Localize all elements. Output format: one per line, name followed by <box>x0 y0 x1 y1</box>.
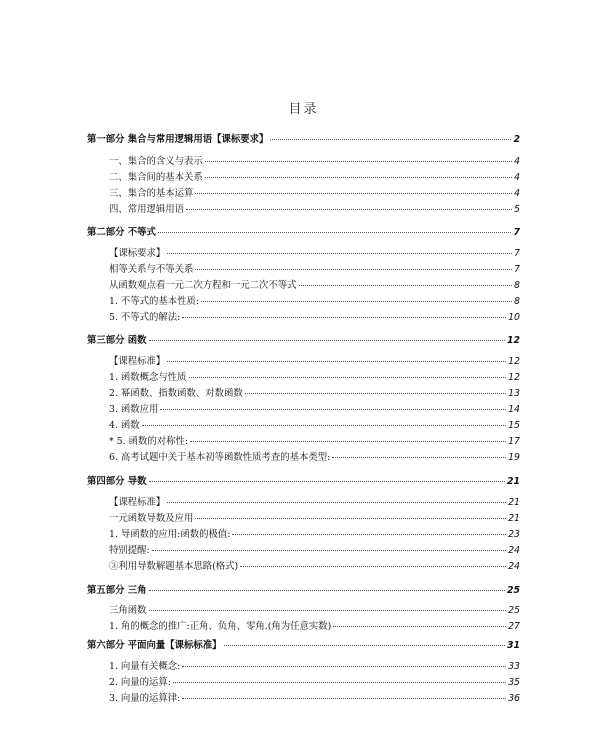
toc-entry-label: 第四部分 导数 <box>87 476 147 487</box>
toc-section-entry[interactable] <box>109 404 520 416</box>
toc-section-entry[interactable] <box>109 545 520 557</box>
toc-section-entry[interactable] <box>109 605 520 617</box>
toc-entry-label: 一、集合的含义与表示 <box>109 156 203 167</box>
toc-page-number: 31 <box>506 640 520 651</box>
toc-entry-label: 第五部分 三角 <box>87 585 147 596</box>
dot-leader <box>232 534 506 535</box>
toc-entry-label: 四、常用逻辑用语 <box>109 204 185 215</box>
toc-page-number: 7 <box>514 264 520 275</box>
dot-leader <box>195 193 512 194</box>
dot-leader <box>270 139 511 140</box>
toc-page-number: 21 <box>508 497 520 508</box>
dot-leader <box>158 232 512 233</box>
toc-page-number: 7 <box>514 248 520 259</box>
toc-section-entry[interactable] <box>109 280 520 292</box>
toc-section-entry[interactable] <box>109 529 520 541</box>
dot-leader <box>182 666 506 667</box>
toc-section-entry[interactable] <box>109 693 520 705</box>
toc-part-entry[interactable] <box>87 134 520 146</box>
toc-entry-label: 2. 向量的运算: <box>109 677 171 688</box>
dot-leader <box>205 177 512 178</box>
dot-leader <box>167 502 506 503</box>
toc-entry-label: 3. 向量的运算律: <box>109 693 181 704</box>
toc-entry-label: 2. 幂函数、指数函数、对数函数 <box>109 388 243 399</box>
toc-entry-label: 三、集合的基本运算 <box>109 188 194 199</box>
toc-entry-label: 5. 不等式的解法: <box>109 312 181 323</box>
dot-leader <box>333 626 506 627</box>
dot-leader <box>152 550 506 551</box>
toc-section-entry[interactable] <box>109 188 520 200</box>
dot-leader <box>160 409 506 410</box>
toc-page-number: 35 <box>508 677 520 688</box>
dot-leader <box>245 393 506 394</box>
toc-page-number: 12 <box>506 335 520 346</box>
toc-section-entry[interactable] <box>109 172 520 184</box>
dot-leader <box>182 698 506 699</box>
toc-entry-label: 一元函数导数及应用 <box>109 513 194 524</box>
toc-section-entry[interactable] <box>109 264 520 276</box>
dot-leader <box>195 269 512 270</box>
dot-leader <box>332 457 506 458</box>
dot-leader <box>149 590 505 591</box>
toc-entry-label: 特别提醒: <box>109 545 150 556</box>
toc-page-number: 24 <box>508 545 520 556</box>
toc-section-entry[interactable] <box>109 497 520 509</box>
dot-leader <box>189 377 507 378</box>
toc-page-number: 25 <box>508 605 520 616</box>
toc-section-entry[interactable] <box>109 661 520 673</box>
toc-section-entry[interactable] <box>109 513 520 525</box>
toc-page-number: 15 <box>508 420 520 431</box>
toc-entry-label: 1. 函数概念与性质 <box>109 372 187 383</box>
toc-entry-label: 从函数观点看一元二次方程和一元二次不等式 <box>109 280 297 291</box>
toc-page-number: 33 <box>508 661 520 672</box>
dot-leader <box>149 340 505 341</box>
toc-section-entry[interactable] <box>109 388 520 400</box>
toc-section-entry[interactable] <box>109 621 520 633</box>
toc-section-entry[interactable] <box>109 452 520 464</box>
toc-page-number: 4 <box>514 188 520 199</box>
toc-entry-label: 3. 函数应用 <box>109 404 159 415</box>
toc-entry-label: 相等关系与不等关系 <box>109 264 194 275</box>
toc-page-number: 4 <box>514 172 520 183</box>
toc-part-entry[interactable] <box>87 335 520 347</box>
toc-page-number: 27 <box>508 621 520 632</box>
toc-page-number: 25 <box>506 585 520 596</box>
toc-entry-label: 1. 不等式的基本性质: <box>109 296 200 307</box>
toc-section-entry[interactable] <box>109 156 520 168</box>
toc-section-entry[interactable] <box>109 372 520 384</box>
toc-page-number: 24 <box>508 561 520 572</box>
toc-entry-label: 三角函数 <box>109 605 147 616</box>
toc-entry-label: 1. 向量有关概念: <box>109 661 181 672</box>
dot-leader <box>201 301 512 302</box>
toc-page-number: 7 <box>513 227 520 238</box>
toc-page-number: 36 <box>508 693 520 704</box>
toc-page-number: 13 <box>508 388 520 399</box>
toc-page-number: 23 <box>508 529 520 540</box>
dot-leader <box>149 481 505 482</box>
toc-page-number: 5 <box>514 204 520 215</box>
dot-leader <box>240 566 506 567</box>
toc-page-number: 12 <box>508 372 520 383</box>
dot-leader <box>167 361 506 362</box>
toc-page-number: 12 <box>508 356 520 367</box>
toc-entry-label: 第六部分 平面向量【课标标准】 <box>87 640 222 651</box>
toc-entry-label: 1. 角的概念的推广:正角、负角、零角.(角为任意实数) <box>109 621 332 632</box>
toc-entry-label: 第三部分 函数 <box>87 335 147 346</box>
dot-leader <box>299 285 513 286</box>
toc-entry-label: 6. 高考试题中关于基本初等函数性质考查的基本类型: <box>109 452 331 463</box>
toc-part-entry[interactable] <box>87 227 520 239</box>
toc-title: 目录 <box>288 102 319 117</box>
dot-leader <box>195 518 506 519</box>
toc-entry-label: 1. 导函数的应用:函数的极值: <box>109 529 231 540</box>
toc-page-number: 17 <box>508 436 520 447</box>
toc-page-number: 8 <box>514 296 520 307</box>
toc-entry-label: * 5. 函数的对称性: <box>109 436 189 447</box>
toc-entry-label: 第二部分 不等式 <box>87 227 156 238</box>
toc-entry-label: 4. 函数 <box>109 420 140 431</box>
toc-part-entry[interactable] <box>87 585 520 597</box>
toc-page-number: 21 <box>506 476 520 487</box>
dot-leader <box>142 425 506 426</box>
toc-part-entry[interactable] <box>87 640 520 652</box>
toc-section-entry[interactable] <box>109 312 520 324</box>
toc-page-number: 14 <box>508 404 520 415</box>
dot-leader <box>205 161 512 162</box>
toc-section-entry[interactable] <box>109 356 520 368</box>
toc-page-number: 4 <box>514 156 520 167</box>
dot-leader <box>173 682 506 683</box>
toc-section-entry[interactable] <box>109 677 520 689</box>
dot-leader <box>224 645 505 646</box>
dot-leader <box>149 610 507 611</box>
toc-section-entry[interactable] <box>109 248 520 260</box>
toc-section-entry[interactable] <box>109 561 520 573</box>
toc-page-number: 19 <box>508 452 520 463</box>
toc-section-entry[interactable] <box>109 204 520 216</box>
dot-leader <box>182 317 506 318</box>
toc-section-entry[interactable] <box>109 436 520 448</box>
dot-leader <box>190 441 506 442</box>
toc-entry-label: 【课程标准】 <box>109 356 166 367</box>
dot-leader <box>167 253 512 254</box>
toc-entry-label: 二、集合间的基本关系 <box>109 172 203 183</box>
toc-page-number: 10 <box>508 312 520 323</box>
toc-section-entry[interactable] <box>109 420 520 432</box>
toc-entry-label: ③利用导数解题基本思路(格式) <box>109 561 239 572</box>
toc-page-number: 2 <box>513 134 520 145</box>
toc-entry-label: 【课标要求】 <box>109 248 166 259</box>
toc-entry-label: 第一部分 集合与常用逻辑用语【课标要求】 <box>87 134 269 145</box>
dot-leader <box>186 209 512 210</box>
toc-entry-label: 【课程标准】 <box>109 497 166 508</box>
toc-page-number: 21 <box>508 513 520 524</box>
toc-part-entry[interactable] <box>87 476 520 488</box>
toc-section-entry[interactable] <box>109 296 520 308</box>
toc-page-number: 8 <box>514 280 520 291</box>
